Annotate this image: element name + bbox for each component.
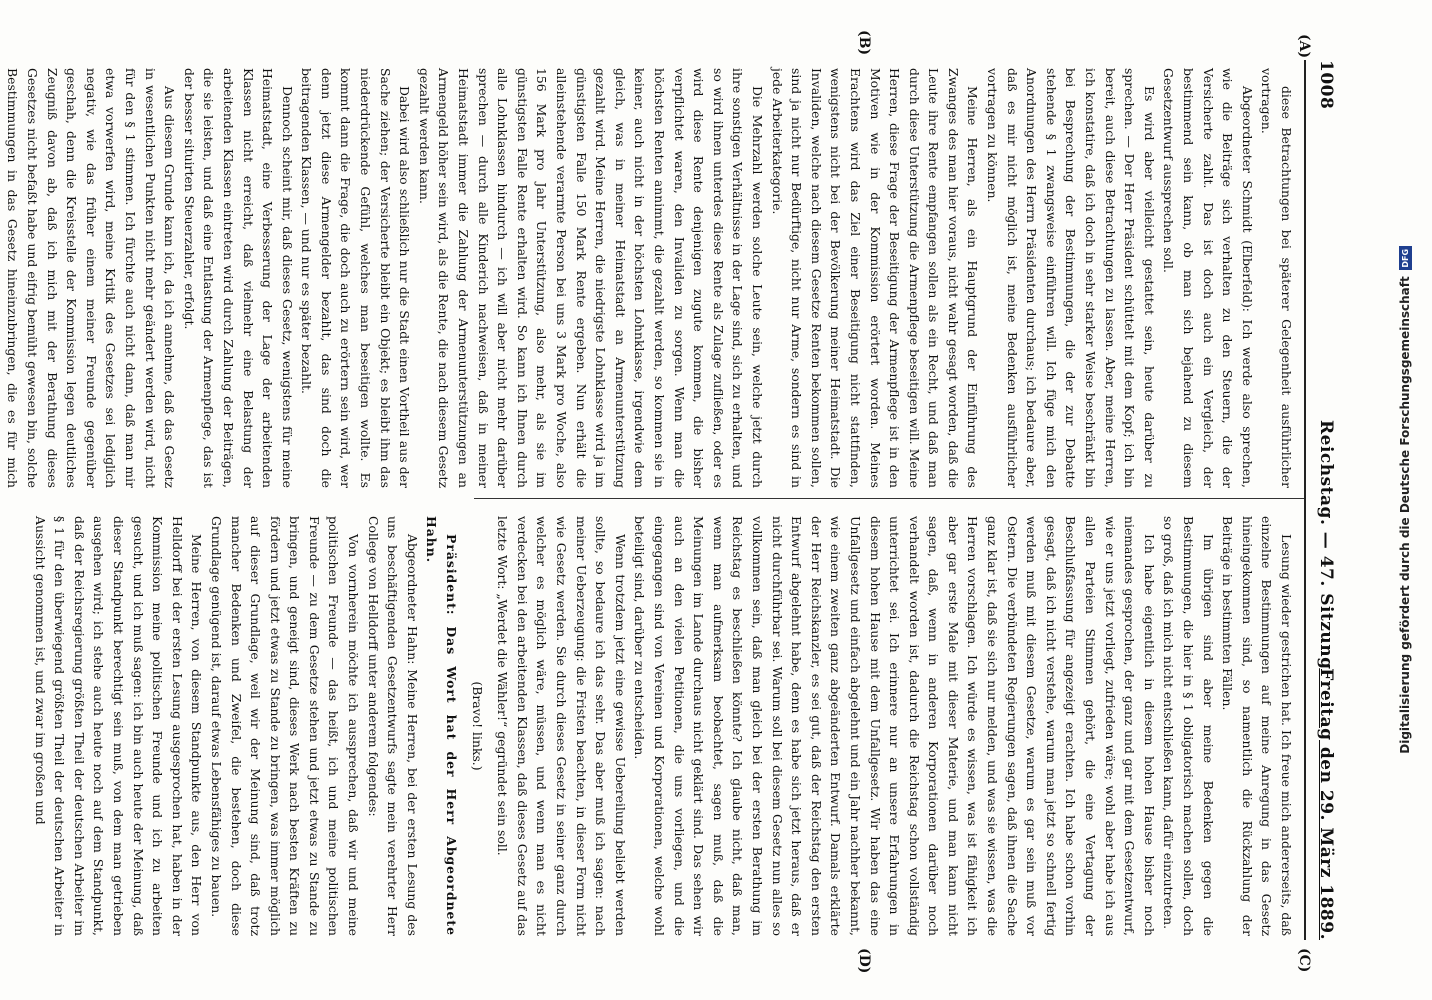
session-date: Freitag den 29. März 1889. bbox=[1316, 668, 1336, 940]
paragraph: diese Betrachtungen bei späterer Gelegenheit ausführlicher vortragen. bbox=[1259, 68, 1294, 488]
president-remark: Präsident: Das Wort hat der Herr Abgeordnete Hahn. bbox=[424, 516, 460, 936]
paragraph: Es wird aber vielleicht gestattet sein, heute darüber zu sprechen. — Der Herr Präsident schüttelt mit dem Kopf; ich bin bereit, auch diese Betrachtungen zu lassen. Aber, meine Herren, ich konstatire, daß ich doch in sehr starker Weise beschränkt bin bei Besprechung der Bestimmungen, die der zur Debatte stehende § 1 zwangsweise einführen will. Ich füge mich den Anordnungen des Herrn Präsidenten durchaus; ich bedaure aber, daß es mir nicht möglich ist, meine Bedenken ausführlicher vortragen zu können. bbox=[985, 68, 1157, 488]
paragraph: Abgeordneter Hahn: Meine Herren, bei der ersten Lesung des uns beschäftigenden Gesetzentwurfs sagte mein verehrter Herr College von Helldorff unter anderem folgendes: bbox=[365, 516, 420, 936]
paragraph: Wenn trotzdem jetzt eine gewisse Uebereilung beliebt werden sollte, so bedaure ich das sehr. Das aber muß ich sagen: nach meiner Ueberzeugung: die Fristen beachten, in dieser Form nicht wie Gesetz werden. Sie durch dieses Gesetz in seiner ganz durch welcher es möglich wäre, müssen, und wenn man es nicht verdecken bei den arbeitenden Klassen, daß dieses Gesetz auf das letzte Wort: „Werdet die Wähler!“ gegründet sein soll. bbox=[495, 516, 628, 936]
margin-marker-b: (B) bbox=[856, 30, 872, 56]
paragraph: Dennoch scheint mir, daß dieses Gesetz, wenigstens für meine Heimatstadt, eine Verbesserung der Lage der arbeitenden Klassen nicht erreicht, daß vielmehr eine Belastung der arbeitenden Klassen eintreten wird durch Zahlung der Beiträgen, die sie leisten, und daß eine Entlastung der Armenpflege, das ist der besser situirten Steuerzahler, erfolgt. bbox=[181, 68, 295, 488]
paragraph: Im übrigen sind aber meine Bedenken gegen die Bestimmungen, die hier in § 1 obligatorisch machen sollen, doch so groß, daß ich mich nicht entschließen kann, dafür einzutreten. bbox=[1161, 516, 1216, 936]
applause-note: (Bravo! links.) bbox=[469, 681, 485, 771]
paragraph: Meine Herren, von diesem Standpunkte aus, den Herr von Helldorff bei der ersten Lesung ausgesprochen hat, haben in der Kommission meine politischen Freunde und ich zu arbeiten gesucht, und ich muß sagen: ich bin auch heute der Meinung, daß dieser Standpunkt berechtigt sein muß, von dem man getrieben ausgehen wird; ich stehe auch heute noch auf dem Standpunkt, daß der Reichsregierung größten Theil der deutschen Arbeiter im § 1 für den überwiegend größten Theil der deutschen Arbeiter in Aussicht genommen ist, und zwar im großen und bbox=[32, 516, 205, 936]
paragraph: Die Mehrzahl werden solche Leute sein, welche jetzt durch ihre sonstigen Verhältnisse in der Lage sind, sich zu erhalten, und so wird ihnen unterdes diese Rente als Zulage zufließen, oder es wird diese Rente denjenigen zugute kommen, die bisher verpflichtet waren, den Invaliden zu sorgen. Wenn man die höchsten Renten annimmt, die gezahlt werden, so kommen sie in keiner, auch nicht in der höchsten Lohnklasse, irgendwie dem gleich, was in meiner Heimatstadt an Armenunterstützung gezahlt wird. Meine Herren, die niedrigste Lohnklasse wird ja im günstigsten Falle 150 Mark Rente ergeben. Nun erhält die alleinstehende verarmte Person bei uns 3 Mark pro Woche, also 156 Mark pro Jahr Unterstützung, also mehr, als sie im günstigsten Falle Rente erhalten wird. So kann ich Ihnen durch alle Lohnklassen hindurch — ich will aber nicht mehr darüber sprechen — durch alle Kinderich nachweisen, daß in meiner Heimatstadt immer die Zahlung der Armenunterstützungen an Armengeld höher sein wird, als die Rente, die nach diesem Gesetz gezahlt werden kann. bbox=[416, 68, 765, 488]
margin-marker-a: (A) bbox=[1296, 34, 1312, 59]
paragraph: Ich habe eigentlich in diesem hohen Hause bisher noch niemandes gesprochen, der ganz und gar mit dem Gesetzentwurf, wie er uns jetzt vorliegt, zufrieden wäre; wohl aber habe ich aus allen Parteien Stimmen gehört, die eine Vertagung der Beschlußfassung für angezeigt erachten. Ich habe schon vorhin gesagt, daß ich nicht verstehe, warum man jetzt so schnell fertig werden muß mit diesem Gesetze, warum es gar sein muß vor Ostern. Die verbündeten Regierungen sagen, daß ihnen die Sache ganz klar ist, daß sie sich nur melden, und was sie wissen, was die Herren vorschlagen. Ich würde es wissen, was ist fähigkeit ich aber gar erste Male mit dieser Materie, und man kann nicht sagen, daß, wenn in anderen Korporationen darüber noch verhandelt worden ist, dadurch die Reichstag schon vollständig unterrichtet sei. Ich erinnere nur an unsere Erfahrungen in diesem hohen Hause mit dem Unfallgesetz. Wir haben das eine Unfallgesetz und einfach abgelehnt und ein Jahr nachher bekannt, wie einem zweiten ganz abgeänderten Entwurf. Damals erklärte der Herr Reichskanzler, es sei gut, daß der Reichstag den ersten Entwurf abgelehnt habe, denn es habe sich jetzt heraus, daß er nicht durchführbar sei. Warum soll bei diesem Gesetz nun alles so vollkommen sein, daß man gleich bei der ersten Berathung im Reichstag es beschließen könnte? Ich glaube nicht, daß man, wenn man aufmerksam beobachtet, sagen muß, daß die Meinungen im Lande durchaus nicht geklärt sind. Das sehen wir auch an den vielen Petitionen, die uns vorliegen, und die eingegangen sind von Vereinen und Korporationen, welche wohl beteiligt sind, darüber zu entscheiden. bbox=[632, 516, 1157, 936]
header-rule bbox=[1304, 60, 1306, 940]
page-number: 1008 bbox=[1316, 60, 1336, 110]
footer-text: Digitalisierung gefördert durch die Deutsche Forschungsgemeinschaft bbox=[1398, 276, 1412, 754]
column-divider bbox=[474, 498, 1304, 499]
page-header bbox=[1308, 60, 1336, 940]
running-title: Reichstag. — 47. Sitzung. bbox=[1316, 420, 1336, 676]
dfg-logo: DFG bbox=[1399, 246, 1412, 270]
digitization-footer bbox=[1398, 0, 1418, 1000]
left-column bbox=[5, 68, 1296, 488]
right-column bbox=[32, 516, 1296, 936]
margin-marker-d: (D) bbox=[856, 948, 872, 974]
paragraph: Abgeordneter Schmidt (Elberfeld): Ich werde also sprechen, wie die Beiträge sich verhalten zu den Steuern, die der Versicherte zahlt. Das ist doch auch ein Vergleich, der bestimmend sein kann, ob man sich bejahend zu diesem Gesetzentwurf aussprechen soll. bbox=[1161, 68, 1255, 488]
margin-marker-c: (C) bbox=[1296, 948, 1312, 973]
paragraph: Dabei wird also schließlich nur die Stadt einen Vortheil aus der Sache ziehen; der Versicherte bleibt ein Objekt; es bleibt ihm das niederdrückende Gefühl, welches man beseitigen wollte. Es kommt dann die Frage, die doch auch zu erörtern sein wird, wer denn jetzt diese Armengelder bezahlt, das sind doch die beitragenden Klassen, — und nur es später bezahlt. bbox=[299, 68, 413, 488]
paragraph: Aus diesem Grunde kann ich, da ich annehme, daß das Gesetz in wesentlichen Punkten nicht mehr geändert werden wird, nicht für den § 1 stimmen. Ich fürchte auch nicht dann, daß man mir etwa vorwerfen wird, meine Kritik des Gesetzes sei lediglich negativ, wie das früher einem meiner Freunde gegenüber geschah, denn die Kreisstelle der Kommission legen deutliches Zeugniß davon ab, daß ich mich mit der Berathung dieses Gesetzes nicht befaßt habe und eifrig bemüht gewesen bin, solche Bestimmungen in das Gesetz hineinzubringen, die es für mich bbox=[5, 68, 178, 488]
paragraph: Meine Herren, als ein Hauptgrund der Einführung des Zwanges des man hier voraus, nicht wahr gesagt worden, daß die Leute ihre Rente empfangen sollen als ein Recht, und daß man durch diese Unterstützung die Armenpflege beseitigen will. Meine Herren, diese Frage der Beseitigung der Armenpflege ist in den Motiven wie in der Kommission erörtert worden. Meines Erachtens wird das Ziel einer Beseitigung nicht stattfinden, wenigstens nicht bei der Bevölkerung meiner Heimatstadt. Die Invaliden, welche nach diesem Gesetze Renten bekommen sollen, sind ja nicht nur Bedürftige, nicht nur Arme, sondern es sind in jede Arbeiterkategorie. bbox=[769, 68, 981, 488]
paragraph: Lesung wieder gestrichen hat. Ich freue mich andererseits, daß einzelne Bestimmungen auf meine Anregung in das Gesetz hineingekommen sind, so namentlich die Rückzahlung der Beiträge in bestimmten Fällen. bbox=[1220, 516, 1294, 936]
quotation: Von vornherein möchte ich aussprechen, daß wir und meine politischen Freunde — das heißt, ich und meine politischen Freunde — zu dem Gesetze stehen und jetzt etwas zu Stande zu bringen, und geneigt sind, dieses Werk nach besten Kräften zu fördern und jetzt etwas zu Stande zu bringen, was immer möglich auf dieser Grundlage, weil wir der Meinung sind, daß trotz mancher Bedenken und Zweifel, die bestehen, doch diese Grundlage genügend ist, darauf etwas Lebensfähiges zu bauen. bbox=[208, 516, 362, 936]
